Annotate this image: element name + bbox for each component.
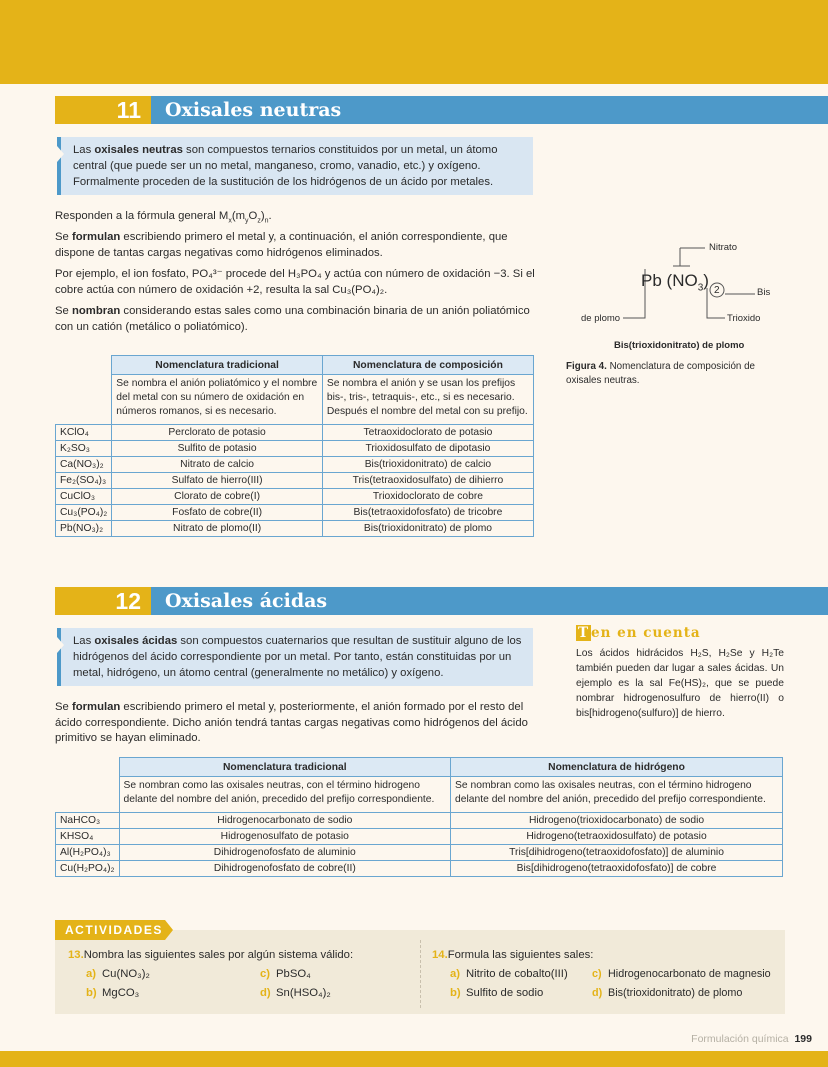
callout-text: Las [73, 144, 95, 156]
paragraph-term: formulan [71, 231, 121, 243]
item-letter: c) [592, 968, 602, 980]
table-row [56, 505, 534, 521]
composition-name-cell: Bis(tetraoxidofosfato) de tricobre [322, 505, 533, 521]
table-row [56, 813, 783, 829]
formula-cell: Cu₃(PO₄)₂ [56, 505, 112, 521]
caption-label: Figura 4. [566, 361, 607, 372]
hydrogen-name-cell: Bis[dihidrogeno(tetraoxidofosfato)] de cobre [451, 861, 783, 877]
footer-text: Formulación química [691, 1033, 789, 1045]
section-title: Oxisales ácidas [151, 587, 828, 615]
activities-label: ACTIVIDADES [55, 920, 165, 940]
item-letter: b) [86, 987, 97, 999]
table-row [56, 861, 783, 877]
callout-text: son compuestos cuaternarios que resultan de sustituir alguno de los hidrógenos del ácido correspondiente por un metal. Por tanto, están constituidas por un metal, hidrógeno, un átomo central (generalmente no metálico) y oxígeno. [73, 635, 522, 679]
table-corner [56, 356, 112, 375]
figure-formula [641, 271, 709, 293]
paragraph-text: considerando estas sales como una combinación binaria de un anión poliatómico con un catión (metálico o poliatómico). [55, 305, 530, 333]
acid-formulation-paragraph [55, 700, 535, 747]
activity-item: Sn(HSO₄)₂ [276, 987, 331, 999]
composition-name-cell: Trioxidosulfato de dipotasio [322, 441, 533, 457]
table-row [56, 425, 534, 441]
bottom-color-band [0, 1051, 828, 1067]
traditional-name-cell: Clorato de cobre(I) [112, 489, 323, 505]
paragraph-text: Se [55, 231, 72, 243]
paragraph-term: nombran [71, 305, 121, 317]
activity-prompt: Nombra las siguientes sales por algún sistema válido: [83, 949, 354, 961]
activities-divider [420, 940, 421, 1008]
formula-cell: KHSO₄ [56, 829, 120, 845]
activity-item: Sulfito de sodio [466, 987, 544, 999]
table-corner [56, 758, 120, 777]
label-trioxido: Trioxido [727, 313, 761, 324]
table-corner [56, 375, 112, 425]
table-row [56, 829, 783, 845]
callout-text: son compuestos ternarios constituidos por un metal, un átomo central (que puede ser un no metal, manganeso, cromo, vanadio, etc.) y oxígeno. Formalmente proceden de la sustitución de los hidrógenos de un ácido por metales. [73, 144, 498, 188]
figure-caption [566, 360, 772, 388]
item-letter: b) [450, 987, 461, 999]
table-row [56, 489, 534, 505]
composition-name-cell: Tris(tetraoxidosulfato) de dihierro [322, 473, 533, 489]
activity-13 [68, 946, 408, 965]
formulation-paragraph [55, 230, 535, 261]
formula-cell: Al(H₂PO₄)₃ [56, 845, 120, 861]
caption-text: Nomenclatura de composición de oxisales neutras. [566, 361, 755, 386]
definition-callout-neutral [57, 137, 533, 195]
table-row [56, 845, 783, 861]
callout-term: oxisales neutras [94, 144, 183, 156]
table-corner [56, 777, 120, 813]
traditional-name-cell: Sulfito de potasio [112, 441, 323, 457]
section-11-header [55, 96, 828, 124]
table-row [56, 441, 534, 457]
item-letter: d) [260, 987, 271, 999]
table-header: Nomenclatura tradicional [112, 356, 323, 375]
activity-item: Nitrito de cobalto(III) [466, 968, 568, 980]
item-letter: d) [592, 987, 603, 999]
composition-name-cell: Bis(trioxidonitrato) de calcio [322, 457, 533, 473]
paragraph-text: Se [55, 305, 72, 317]
table-row [56, 521, 534, 537]
label-de-plomo: de plomo [581, 313, 621, 324]
composition-name-cell: Bis(trioxidonitrato) de plomo [322, 521, 533, 537]
table-description: Se nombran como las oxisales neutras, con el término hidrogeno delante del nombre del anión, precedido del prefijo correspondiente. [451, 777, 783, 813]
table-description: Se nombra el anión y se usan los prefijos bis-, tris-, tetraquis-, etc., si es necesario. Después el nombre del metal con su prefijo. [322, 375, 533, 425]
section-12-header [55, 587, 828, 615]
page-number: 199 [794, 1033, 812, 1045]
callout-term: oxisales ácidas [94, 635, 178, 647]
formula-part: (NO [666, 271, 698, 290]
formula-part: Pb [641, 271, 662, 290]
subscript-two: 2 [714, 285, 720, 296]
paragraph-text: escribiendo primero el metal y, a continuación, el anión correspondiente, que dispone de tantas cargas negativas como hidrógenos eliminados. [55, 231, 508, 259]
composition-name-cell: Tetraoxidoclorato de potasio [322, 425, 533, 441]
paragraph-text: Responden a la fórmula general M [55, 210, 229, 222]
activity-item: Cu(NO₃)₂ [102, 968, 150, 980]
tip-text: Los ácidos hidrácidos H₂S, H₂Se y H₂Te también pueden dar lugar a sales ácidas. Un ejemplo es la sal Fe(HS)₂, que se puede nombrar hidrogenosulfuro de hierro(II) o bis[hidrogeno(sulfuro)] de hierro. [576, 648, 784, 719]
item-letter: c) [260, 968, 271, 980]
paragraph-text: escribiendo primero el metal y, posteriormente, el anión formado por el resto del ácido correspondiente. Dicho anión tendrá tantas cargas negativas como hidrógenos del ácido primitivo se hayan eliminado. [55, 701, 528, 744]
formula-cell: Cu(H₂PO₄)₂ [56, 861, 120, 877]
traditional-name-cell: Hidrogenocarbonato de sodio [119, 813, 451, 829]
paragraph-term: formulan [71, 701, 121, 713]
section-number: 12 [55, 587, 151, 615]
formula-cell: K₂SO₃ [56, 441, 112, 457]
neutral-oxisalts-table [55, 355, 534, 537]
item-letter: a) [450, 968, 461, 980]
traditional-name-cell: Perclorato de potasio [112, 425, 323, 441]
formula-cell: Pb(NO₃)₂ [56, 521, 112, 537]
table-description: Se nombran como las oxisales neutras, con el término hidrogeno delante del nombre del anión, precedido del prefijo correspondiente. [119, 777, 451, 813]
item-letter: a) [86, 968, 97, 980]
formula-cell: Fe₂(SO₄)₃ [56, 473, 112, 489]
activity-number: 13. [68, 949, 84, 961]
table-header: Nomenclatura tradicional [119, 758, 451, 777]
table-description: Se nombra el anión poliatómico y el nombre del metal con su número de oxidación en números romanos, si es necesario. [112, 375, 323, 425]
activity-number: 14. [432, 949, 448, 961]
activity-13-items-right [260, 965, 331, 1003]
traditional-name-cell: Dihidrogenofosfato de cobre(II) [119, 861, 451, 877]
traditional-name-cell: Nitrato de calcio [112, 457, 323, 473]
paragraph-text: Se [55, 701, 72, 713]
top-color-band [0, 0, 828, 84]
hydrogen-name-cell: Hidrogeno(trioxidocarbonato) de sodio [451, 813, 783, 829]
hydrogen-name-cell: Hidrogeno(tetraoxidosulfato) de potasio [451, 829, 783, 845]
naming-paragraph [55, 304, 535, 335]
activity-item: Hidrogenocarbonato de magnesio [608, 968, 771, 980]
traditional-name-cell: Dihidrogenofosfato de aluminio [119, 845, 451, 861]
definition-callout-acid [57, 628, 533, 686]
formula-part: ) [703, 271, 709, 290]
tip-box [576, 626, 784, 721]
formula-cell: NaHCO₃ [56, 813, 120, 829]
activity-13-items-left [86, 965, 150, 1003]
activity-prompt: Formula las siguientes sales: [447, 949, 594, 961]
label-bis: Bis [757, 287, 771, 298]
table-row [56, 473, 534, 489]
formula-cell: KClO₄ [56, 425, 112, 441]
formula-subscript: 3 [697, 282, 704, 294]
acid-oxisalts-table [55, 757, 783, 877]
formula-cell: CuClO₃ [56, 489, 112, 505]
activity-item: Bis(trioxidonitrato) de plomo [608, 987, 743, 999]
callout-text: Las [73, 635, 95, 647]
tip-title-initial: T [578, 625, 590, 641]
traditional-name-cell: Hidrogenosulfato de potasio [119, 829, 451, 845]
table-row [56, 457, 534, 473]
tip-title [576, 626, 784, 641]
activity-14-items-right [592, 965, 771, 1003]
activity-item: PbSO₄ [276, 968, 311, 980]
section-number: 11 [55, 96, 151, 124]
example-paragraph: Por ejemplo, el ion fosfato, PO₄³⁻ procede del H₃PO₄ y actúa con número de oxidación −3. Si el cobre actúa con número de oxidación +2, resulta la sal Cu₃(PO₄)₂. [55, 268, 535, 296]
formula-cell: Ca(NO₃)₂ [56, 457, 112, 473]
figure-compound-name: Bis(trioxidonitrato) de plomo [614, 340, 745, 351]
tip-title-text: en en cuenta [591, 625, 701, 641]
traditional-name-cell: Fosfato de cobre(II) [112, 505, 323, 521]
general-formula-paragraph: Responden a la fórmula general $M_x(m_yO_z)_n$. [55, 210, 272, 225]
label-nitrato: Nitrato [709, 242, 737, 253]
page-footer [691, 1033, 812, 1045]
table-header: Nomenclatura de composición [322, 356, 533, 375]
section-title: Oxisales neutras [151, 96, 828, 124]
activity-item: MgCO₃ [102, 987, 140, 999]
composition-name-cell: Trioxidoclorato de cobre [322, 489, 533, 505]
activity-14-items-left [450, 965, 568, 1003]
activity-14 [432, 946, 772, 965]
hydrogen-name-cell: Tris[dihidrogeno(tetraoxidofosfato)] de aluminio [451, 845, 783, 861]
traditional-name-cell: Nitrato de plomo(II) [112, 521, 323, 537]
table-header: Nomenclatura de hidrógeno [451, 758, 783, 777]
traditional-name-cell: Sulfato de hierro(III) [112, 473, 323, 489]
